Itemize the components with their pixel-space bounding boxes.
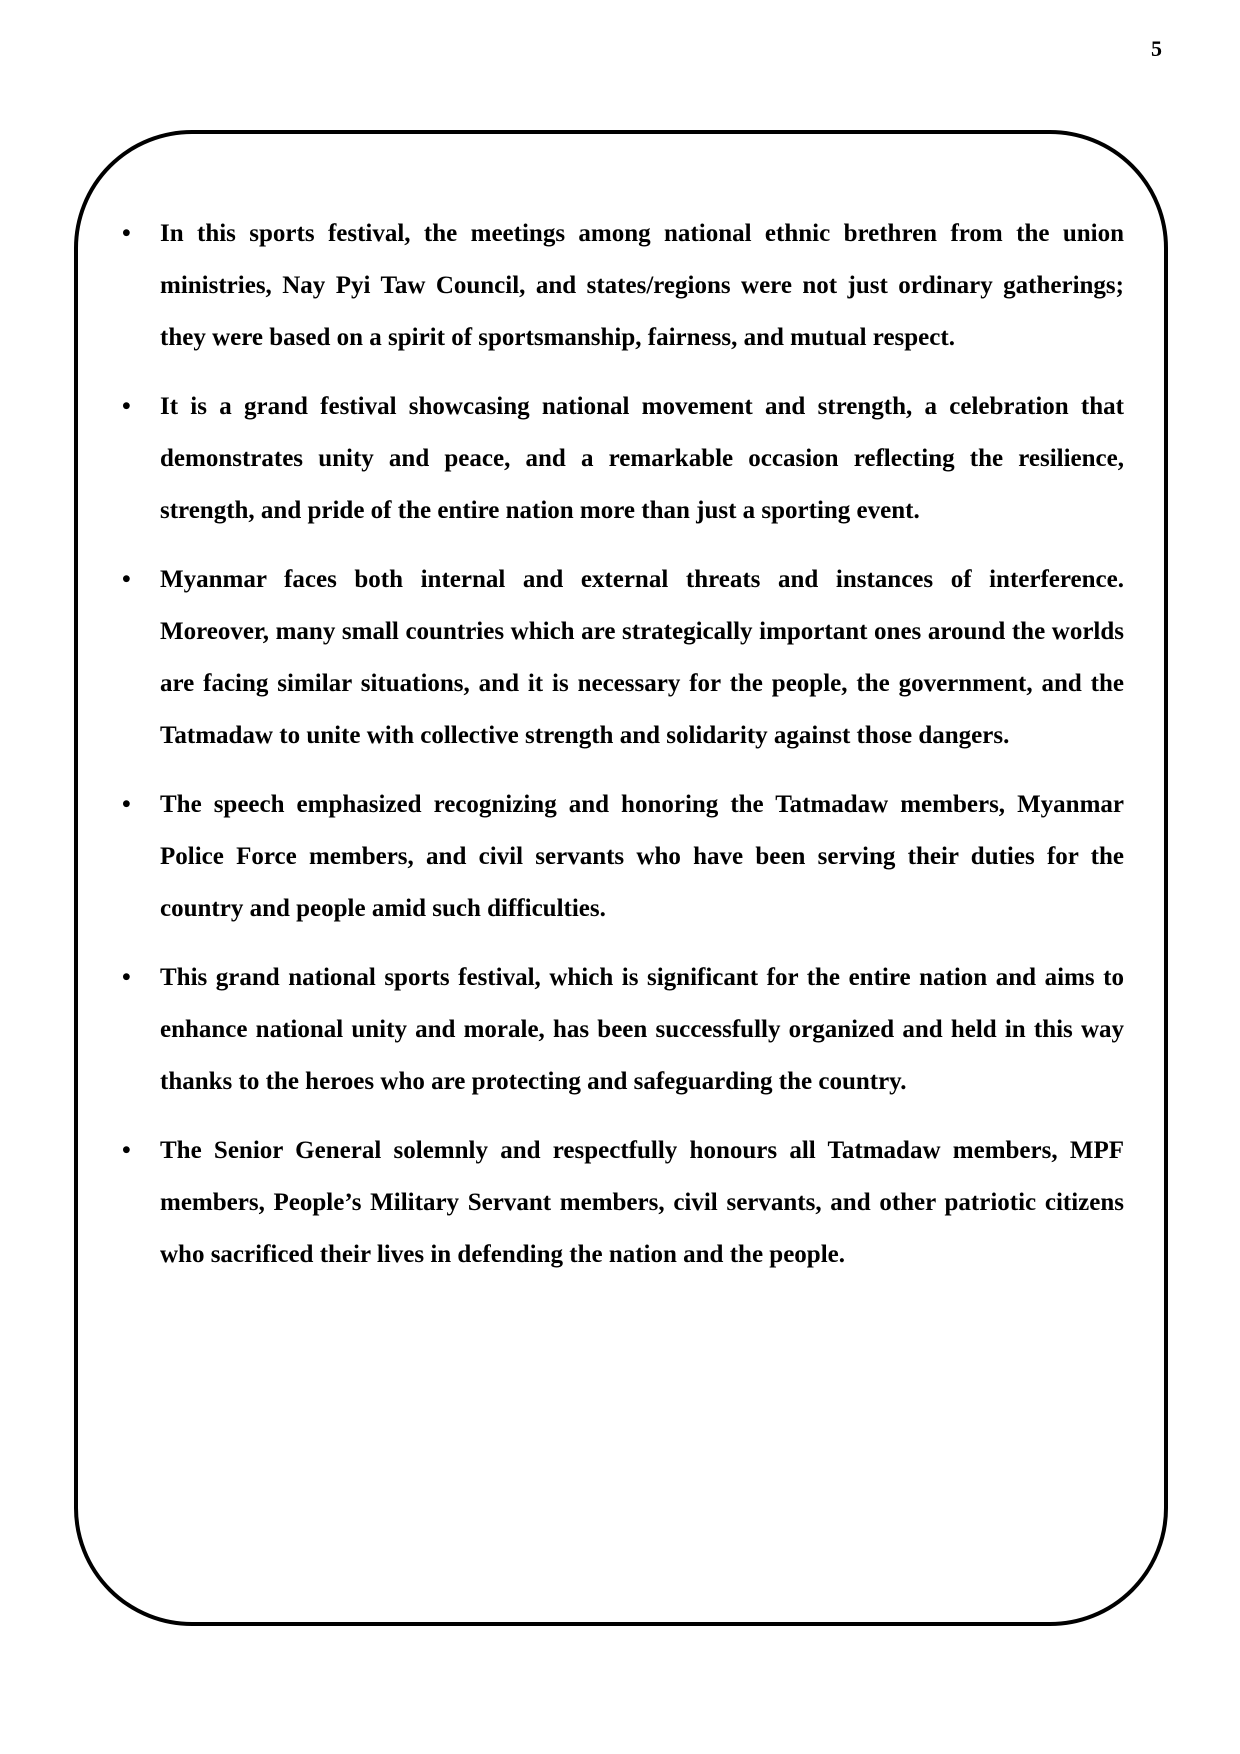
bullet-item (118, 952, 1124, 1108)
bullet-text: The speech emphasized recognizing and honoring the Tatmadaw members, Myanmar Police Force members, and civil servants who have been serving their duties for the country and people amid such difficulties. (160, 791, 1124, 922)
bullet-text: In this sports festival, the meetings among national ethnic brethren from the union ministries, Nay Pyi Taw Council, and states/regions were not just ordinary gatherings; they were based on a spirit of sportsmanship, fairness, and mutual respect. (160, 220, 1124, 351)
bullet-icon: • (122, 1137, 131, 1164)
bullet-text: The Senior General solemnly and respectfully honours all Tatmadaw members, MPF members, People’s Military Servant members, civil servants, and other patriotic citizens who sacrificed their lives in defending the nation and the people. (160, 1137, 1124, 1268)
bullet-item (118, 381, 1124, 537)
bullet-text: Myanmar faces both internal and external threats and instances of interference. Moreover, many small countries which are strategically important ones around the worlds are facing similar situations, and it is necessary for the people, the government, and the Tatmadaw to unite with collective strength and solidarity against those dangers. (160, 566, 1124, 749)
page-number: 5 (1151, 36, 1162, 61)
bullet-icon: • (122, 964, 131, 991)
bullet-item (118, 1125, 1124, 1281)
bullet-item (118, 208, 1124, 364)
bullet-text: It is a grand festival showcasing national movement and strength, a celebration that demonstrates unity and peace, and a remarkable occasion reflecting the resilience, strength, and pride of the entire nation more than just a sporting event. (160, 393, 1124, 524)
bullet-item (118, 554, 1124, 762)
bullet-icon: • (122, 220, 131, 247)
bullet-text: This grand national sports festival, which is significant for the entire nation and aims to enhance national unity and morale, has been successfully organized and held in this way thanks to the heroes who are protecting and safeguarding the country. (160, 964, 1124, 1095)
bullet-icon: • (122, 791, 131, 818)
bullet-item (118, 779, 1124, 935)
bullet-icon: • (122, 566, 131, 593)
bullet-icon: • (122, 393, 131, 420)
bullet-list (118, 208, 1124, 1298)
